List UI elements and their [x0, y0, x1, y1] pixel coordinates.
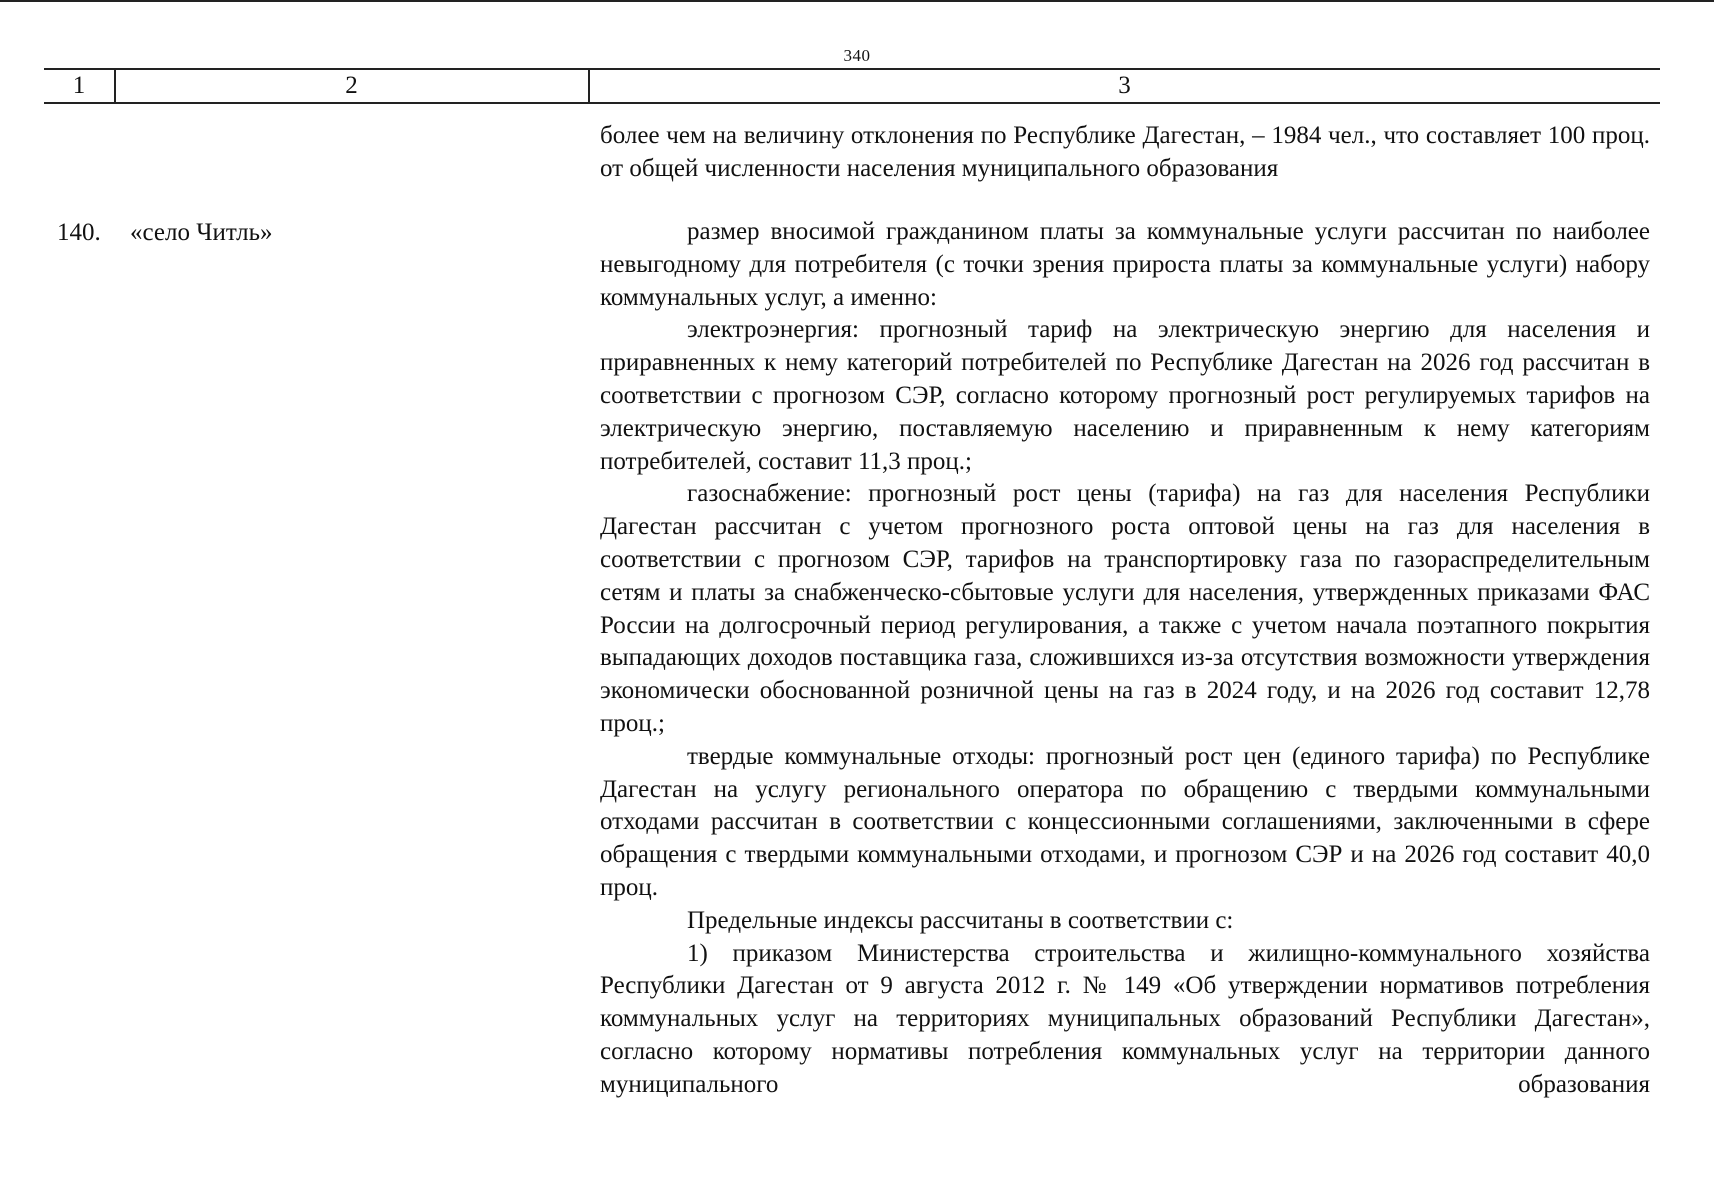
paragraph-payment-size: размер вносимой гражданином платы за коммунальные услуги рассчитан по наиболее невыгодному для потребителя (с точки зрения прироста платы за коммунальные услуги) набору коммунальных услуг, а именно: [600, 218, 1650, 311]
continuation-paragraph: более чем на величину отклонения по Республике Дагестан, – 1984 чел., что составляет 100 проц. от общей численности населения муниципального образования [600, 122, 1650, 182]
paragraph-solid-waste: твердые коммунальные отходы: прогнозный рост цен (единого тарифа) по Республике Дагестан на услугу регионального оператора по обращению с твердыми коммунальными отходами рассчитан в соответствии с концессионными соглашениями, заключенными в сфере обращения с твердыми коммунальными отходами, и прогнозом СЭР и на 2026 год составит 40,0 проц. [600, 742, 1650, 901]
row-description [600, 216, 1650, 1102]
page-number: 340 [843, 46, 871, 65]
table-header-top-rule [44, 68, 1660, 70]
table-header-bottom-rule [44, 102, 1660, 104]
column-header-2: 2 [345, 72, 358, 99]
paragraph-ministry-order: 1) приказом Министерства строительства и жилищно-коммунального хозяйства Республики Дагестан от 9 августа 2012 г. № 149 «Об утверждении нормативов потребления коммунальных услуг на территориях муниципальных образований Республики Дагестан», согласно которому нормативы потребления коммунальных услуг на территории данного муниципального образования [600, 939, 1650, 1098]
column-header-3: 3 [1118, 72, 1131, 99]
paragraph-gas-supply: газоснабжение: прогнозный рост цены (тарифа) на газ для населения Республики Дагестан рассчитан с учетом прогнозного роста оптовой цены на газ для населения в соответствии с прогнозом СЭР, тарифов на транспортировку газа по газораспределительным сетям и платы за снабженческо-сбытовые услуги для населения, утвержденных приказами ФАС России на долгосрочный период регулирования, а также с учетом начала поэтапного покрытия выпадающих доходов поставщика газа, сложившихся из-за отсутствия возможности утверждения экономически обоснованной розничной цены на газ в 2024 году, и на 2026 год составит 12,78 проц.; [600, 480, 1650, 737]
row-number: 140. [57, 219, 101, 246]
paragraph-electricity: электроэнергия: прогнозный тариф на электрическую энергию для населения и приравненных к нему категорий потребителей по Республике Дагестан на 2026 год рассчитан в соответствии с прогнозом СЭР, согласно которому прогнозный рост регулируемых тарифов на электрическую энергию, поставляемую населению и приравненным к нему категориям потребителей, составит 11,3 проц.; [600, 316, 1650, 475]
row-municipality-name: «село Читль» [130, 219, 273, 246]
column-header-1: 1 [72, 72, 86, 99]
page-top-edge [0, 0, 1714, 2]
previous-row-continuation [600, 120, 1650, 186]
paragraph-indices-intro: Предельные индексы рассчитаны в соответствии с: [687, 906, 1234, 934]
